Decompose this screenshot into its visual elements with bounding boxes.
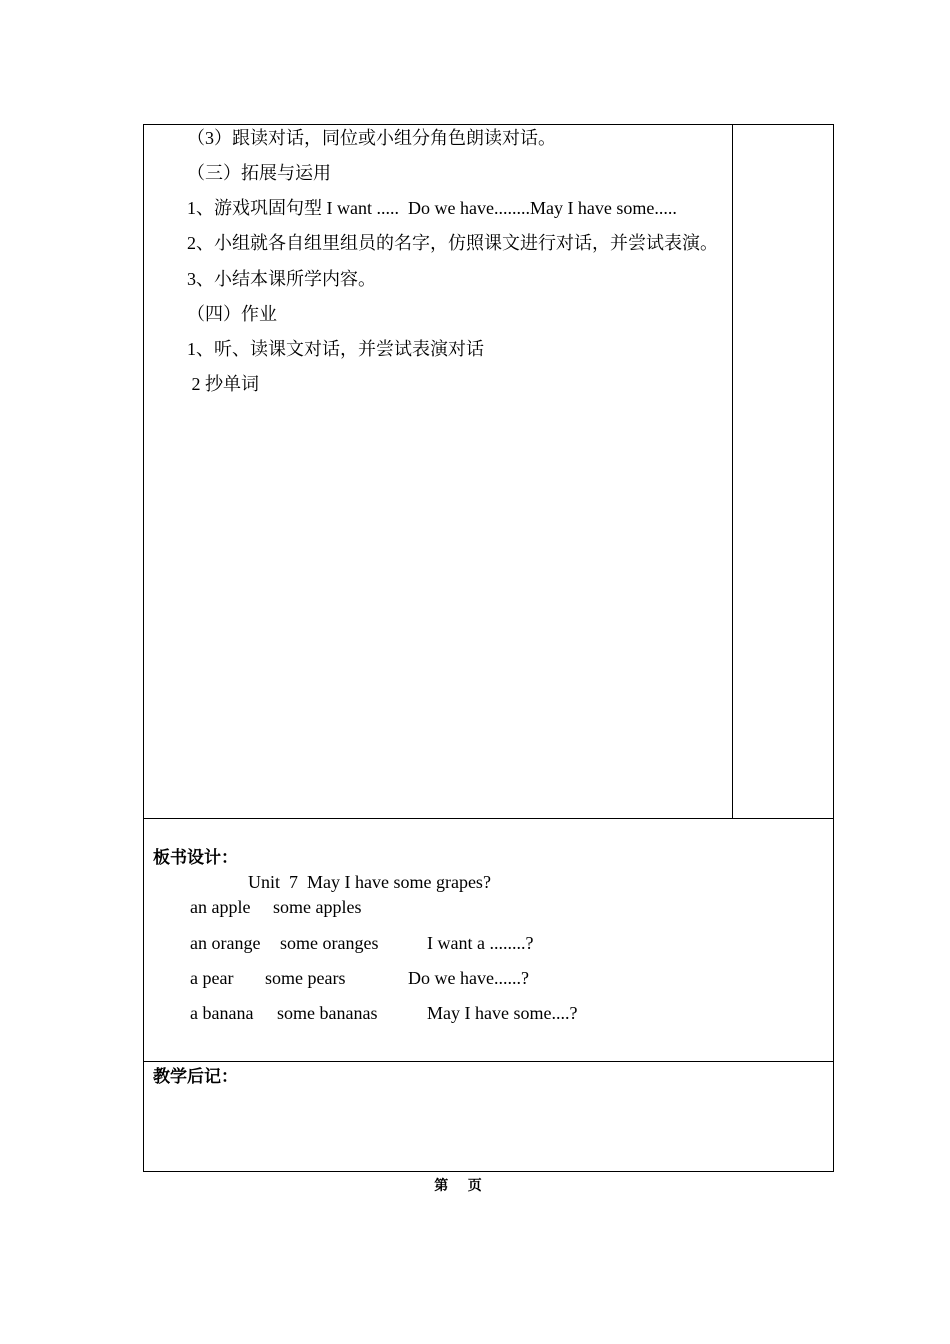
board-design-label: 板书设计： (153, 848, 238, 868)
board-singular: a pear (190, 968, 234, 988)
board-pattern: Do we have......? (408, 968, 529, 988)
board-singular: a banana (190, 1003, 254, 1023)
process-line: （四）作业 (187, 304, 277, 324)
board-pattern: I want a ........? (427, 933, 534, 953)
process-line: 1、游戏巩固句型 I want ..... Do we have........May I have some..... (187, 198, 677, 218)
process-line: 2、小组就各自组里组员的名字，仿照课文进行对话，并尝试表演。 (187, 233, 718, 253)
board-plural: some apples (273, 897, 362, 917)
process-line: （三）拓展与运用 (187, 163, 331, 183)
process-line: （3）跟读对话，同位或小组分角色朗读对话。 (187, 128, 556, 148)
board-singular: an orange (190, 933, 261, 953)
page-footer: 第 页 (434, 1178, 482, 1194)
column-divider (732, 124, 733, 819)
board-plural: some oranges (280, 933, 379, 953)
board-title: Unit 7 May I have some grapes? (248, 872, 491, 892)
process-line: 2 抄单词 (187, 374, 259, 394)
board-pattern: May I have some....? (427, 1003, 578, 1023)
process-line: 1、听、读课文对话，并尝试表演对话 (187, 339, 484, 359)
teaching-notes-label: 教学后记： (153, 1067, 238, 1087)
row-divider-notes (143, 1061, 834, 1062)
board-singular: an apple (190, 897, 251, 917)
board-plural: some bananas (277, 1003, 378, 1023)
process-line: 3、小结本课所学内容。 (187, 269, 376, 289)
row-divider-board (143, 818, 834, 819)
board-plural: some pears (265, 968, 346, 988)
